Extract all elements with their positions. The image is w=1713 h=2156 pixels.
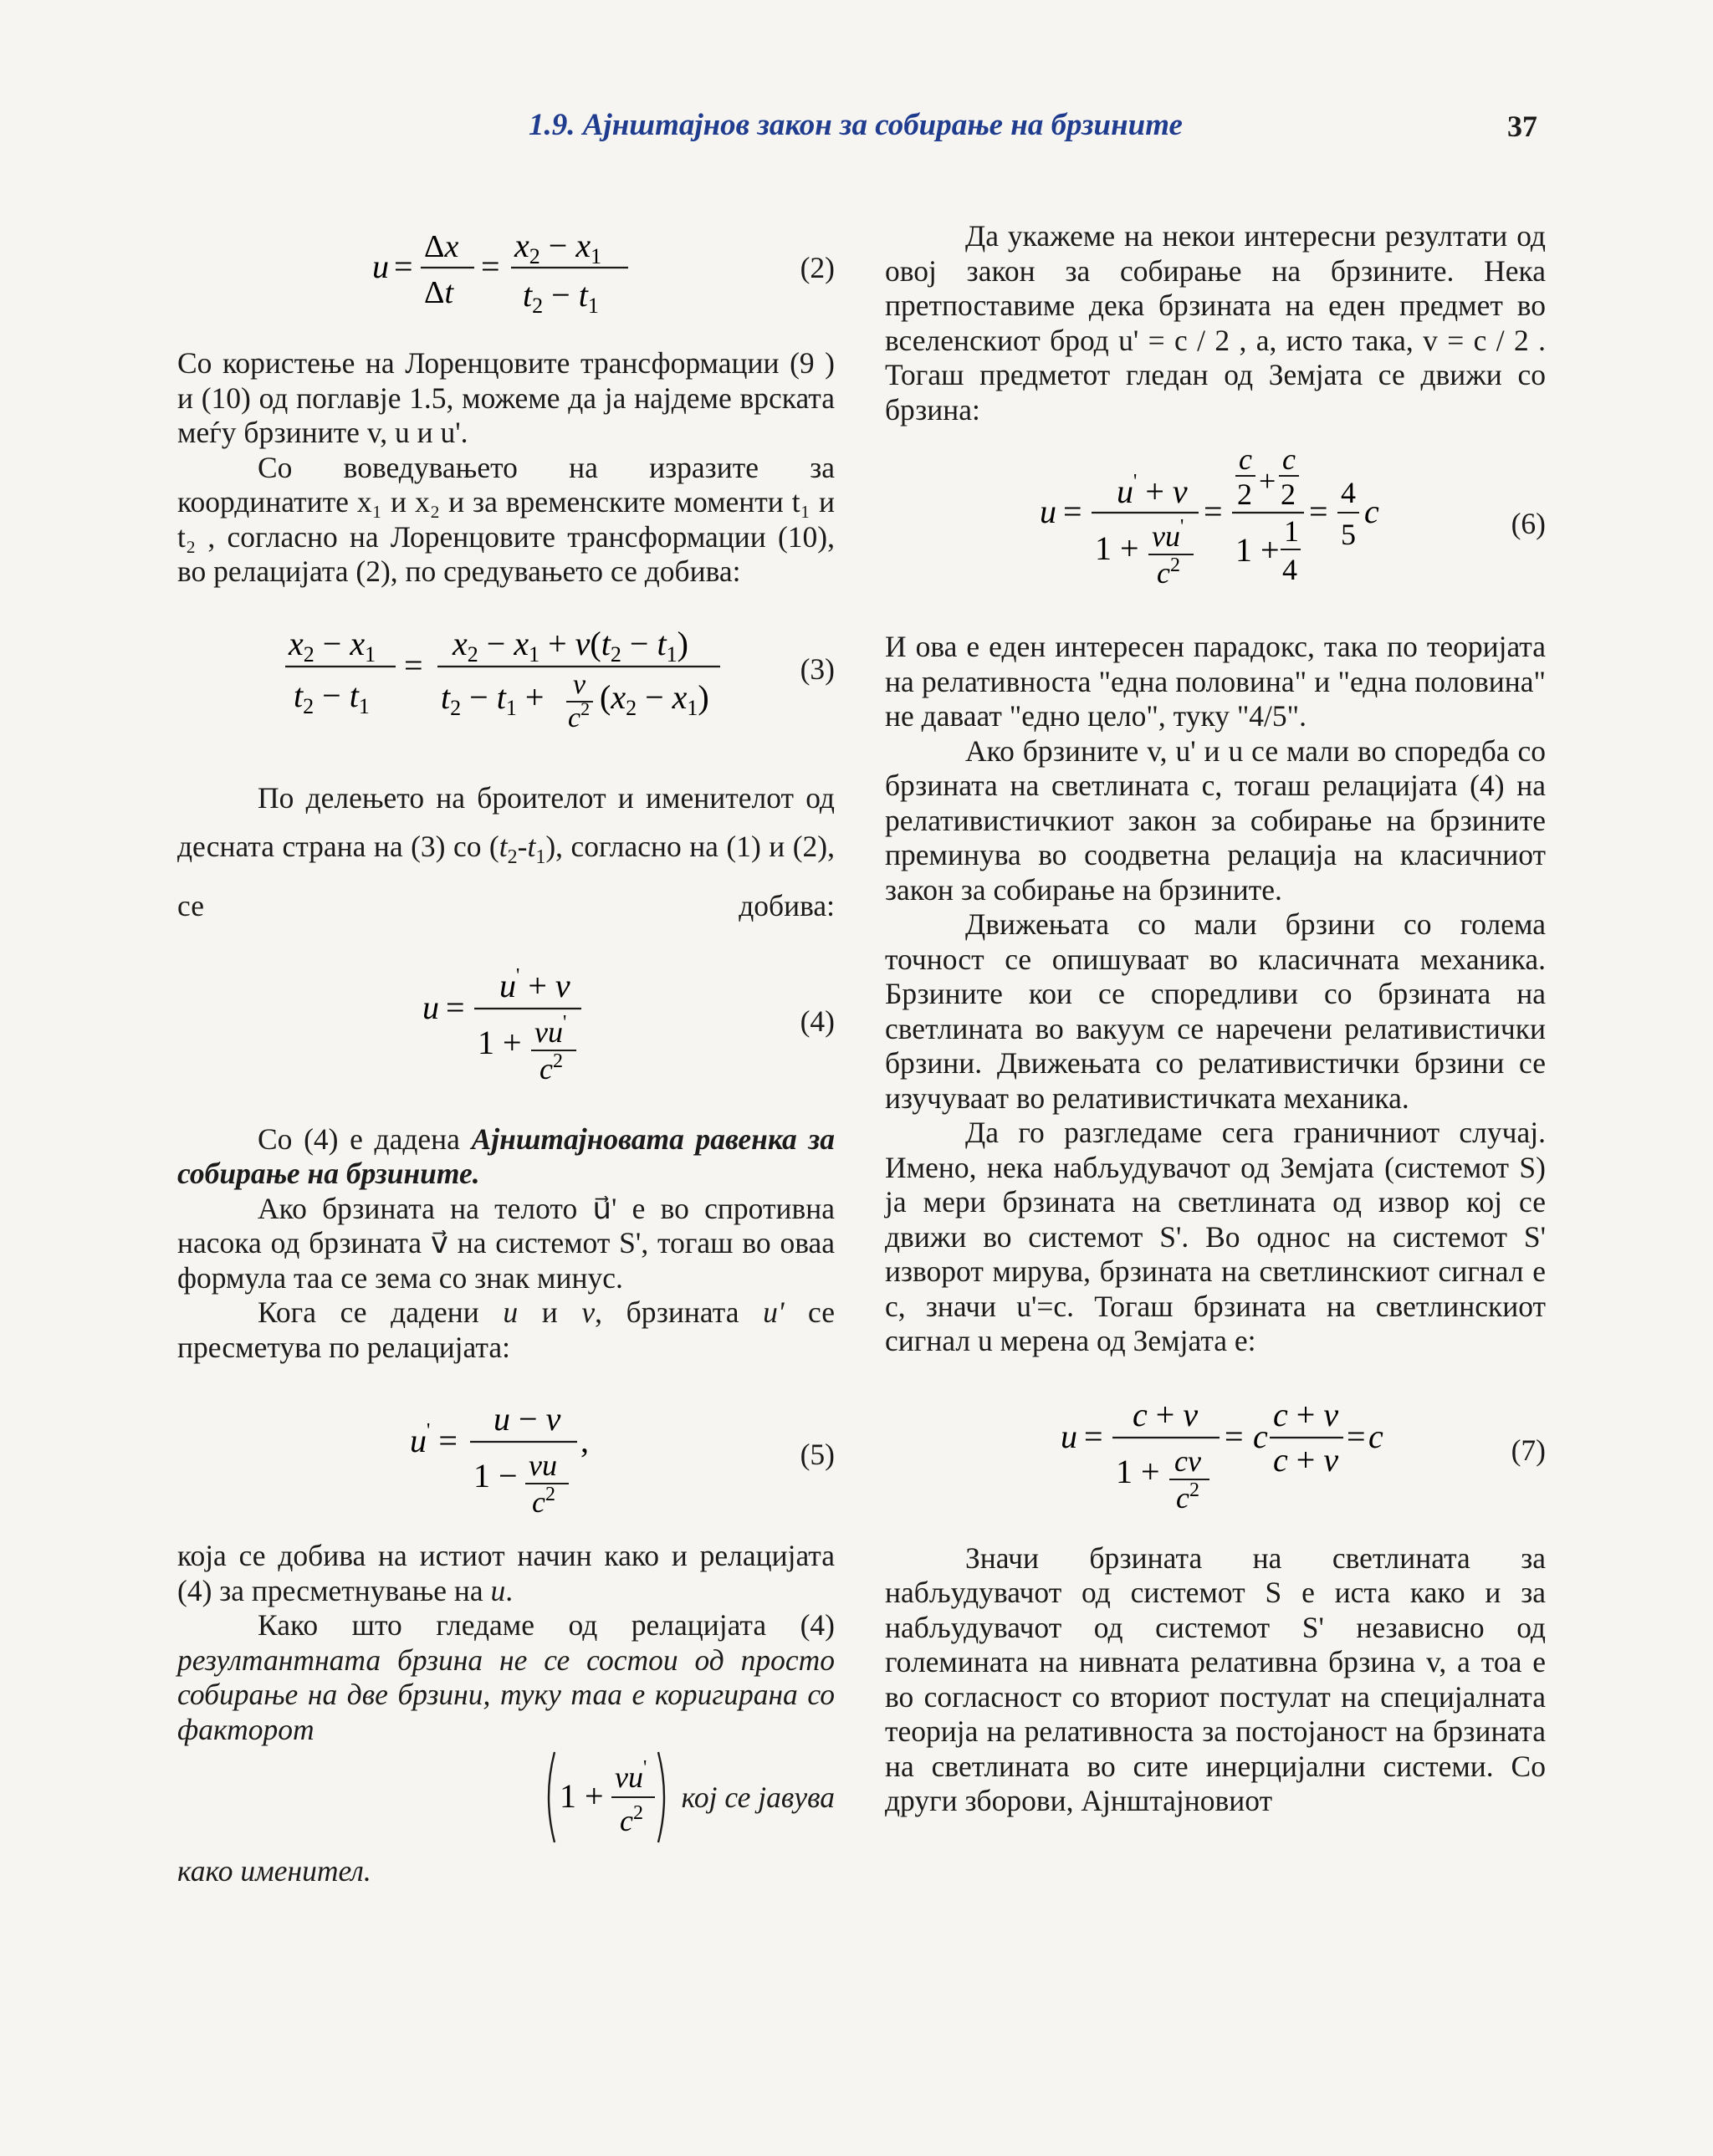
svg-text:c2: $c^2$ bbox=[619, 1802, 643, 1838]
svg-text:v: v bbox=[573, 668, 586, 700]
svg-text:(x2 − x1): $(x_2 - x_1)$ bbox=[600, 677, 709, 720]
svg-text:=: = bbox=[1347, 1417, 1366, 1455]
svg-text:c: c bbox=[1364, 493, 1379, 530]
svg-text:4: 4 bbox=[1282, 553, 1297, 586]
svg-text:2: 2 bbox=[1281, 478, 1296, 511]
svg-text:u: u bbox=[422, 988, 439, 1026]
svg-text:vu: vu bbox=[529, 1448, 557, 1483]
svg-text:=: = bbox=[1225, 1417, 1244, 1455]
right-paragraph-2: И ова е еден интересен парадокс, така по теоријата на релативноста "една половина" и "една половина" не даваат "едно цело", туку "4/5". bbox=[885, 630, 1546, 733]
svg-text:u' + v: u' + v bbox=[499, 964, 570, 1004]
svg-text:1 +: 1 + bbox=[559, 1777, 604, 1816]
left-paragraph-7 bbox=[177, 1539, 835, 1608]
left-paragraph-3-end: ), согласно на (1) и (2), се добива: bbox=[177, 829, 835, 922]
equation-6-number: (6) bbox=[1511, 507, 1546, 540]
page-number: 37 bbox=[1507, 110, 1537, 143]
right-paragraph-4: Движењата со мали брзини со голема точност се опишуваат во класичната механика. Брзините кои се споредливи со брзината на светлината во вакуум се наречени релативистички брзини. Движењата со релативистички брзини се изучуваат во релативистичката механика. bbox=[885, 907, 1546, 1115]
svg-text:u' =: u' = bbox=[410, 1420, 458, 1460]
svg-text:c2: $c^2$ bbox=[568, 697, 591, 733]
correction-factor-line-end: кој се јавува bbox=[681, 1780, 835, 1815]
left-paragraph-4 bbox=[177, 1122, 835, 1192]
svg-text:vu': vu' bbox=[1152, 516, 1184, 553]
equation-6-formula bbox=[1040, 442, 1391, 595]
right-column bbox=[885, 219, 1546, 1819]
svg-text:c: c bbox=[1253, 1417, 1268, 1455]
svg-text:u' + v: u' + v bbox=[1117, 471, 1188, 510]
left-paragraph-8 bbox=[177, 1608, 835, 1747]
svg-text:Δt: Δt bbox=[424, 275, 453, 310]
left-paragraph-4-start: Со (4) е дадена bbox=[258, 1121, 472, 1156]
svg-text:=: = bbox=[404, 646, 423, 684]
equation-5-formula bbox=[410, 1392, 602, 1520]
equation-7-number: (7) bbox=[1511, 1433, 1546, 1467]
svg-text:x2 − x1 + v(t2 − t1): $x_2 - x_1 + v(t_2 - t_1)$ bbox=[453, 624, 688, 667]
svg-text:u: u bbox=[372, 248, 389, 285]
equation-5-number: (5) bbox=[800, 1438, 835, 1472]
left-paragraph-6-u: u bbox=[503, 1295, 519, 1330]
svg-text:vu': vu' bbox=[534, 1011, 567, 1049]
equation-7-formula bbox=[1061, 1387, 1383, 1515]
svg-text:c2: $c^2$ bbox=[1157, 554, 1180, 590]
svg-text:t2 − t1: $t_2 - t_1$ bbox=[294, 676, 370, 718]
svg-text:1 +: 1 + bbox=[1235, 531, 1280, 569]
equation-4-number: (4) bbox=[800, 1004, 835, 1038]
svg-text:1 +: 1 + bbox=[478, 1023, 522, 1061]
equation-3 bbox=[177, 615, 835, 733]
svg-text:=: = bbox=[1204, 493, 1223, 530]
svg-text:u − v: u − v bbox=[493, 1400, 561, 1438]
svg-text:x2 − x1: $x_2 - x_1$ bbox=[514, 227, 602, 268]
svg-text:c: c bbox=[1282, 442, 1296, 476]
left-paragraph-3-start: По делењето на броителот и именителот од десната страна на (3) со ( bbox=[177, 780, 835, 863]
svg-text:c: c bbox=[1368, 1417, 1383, 1455]
right-paragraph-1: Да укажеме на некои интересни резултати од овој закон за собирање на брзините. Нека претпоставиме дека брзината на еден предмет во вселенскиот брод u' = c / 2 , а, исто така, v = c / 2 . Тогаш предметот гледан од Земјата се движи со брзина: bbox=[885, 219, 1546, 427]
svg-text:c + v: c + v bbox=[1273, 1395, 1339, 1433]
svg-text:5: 5 bbox=[1341, 518, 1356, 551]
left-paragraph-6-uprime: u' bbox=[763, 1295, 785, 1330]
svg-text:c2: $c^2$ bbox=[1176, 1479, 1199, 1515]
svg-text:Δx: Δx bbox=[424, 229, 459, 264]
left-paragraph-2: Со воведувањето на изразите за координатите x₁ и x₂ и за временските моменти t₁ и t₂ , согласно на Лоренцовите трансформации (10), во релацијата (2), по средувањето се добива: bbox=[177, 450, 835, 588]
left-paragraph-5: Ако брзината на телото u⃗' е во спротивна насока од брзината v⃗ на системот S', тогаш во оваа формула таа се зема со знак минус. bbox=[177, 1191, 835, 1295]
left-paragraph-1: Со користење на Лоренцовите трансформации (9 ) и (10) од поглавје 1.5, можеме да ја најдеме врската меѓу брзините v, u и u'. bbox=[177, 346, 835, 449]
left-paragraph-6 bbox=[177, 1295, 835, 1365]
svg-text:c + v: c + v bbox=[1133, 1395, 1199, 1433]
left-paragraph-6-b: и bbox=[518, 1295, 582, 1330]
svg-text:+: + bbox=[1259, 464, 1276, 498]
svg-text:c + v: c + v bbox=[1273, 1440, 1339, 1479]
einstein-equation-term: Ајнштајновата равенка за собирање на брзините. bbox=[177, 1121, 835, 1191]
right-paragraph-6: Значи брзината на светлината за набљудувачот од системот S е иста како и за набљудувачот од системот S' независно од големината на нивната релативна брзина v, а тоа е во согласност со вториот постулат на специјалната теорија на релативноста за постојаност на брзината на светлината во сите инерцијални системи. Со други зборови, Ајнштајновиот bbox=[885, 1540, 1546, 1817]
equation-4-formula bbox=[422, 958, 590, 1084]
svg-text:=: = bbox=[1309, 493, 1328, 530]
svg-text:4: 4 bbox=[1341, 476, 1356, 509]
svg-text:1 −: 1 − bbox=[473, 1457, 518, 1495]
equation-2 bbox=[177, 219, 835, 316]
svg-text:1 +: 1 + bbox=[1116, 1452, 1160, 1490]
svg-text:=: = bbox=[394, 248, 413, 285]
equation-7 bbox=[885, 1387, 1546, 1513]
left-column bbox=[177, 219, 835, 1889]
equation-3-number: (3) bbox=[800, 651, 835, 686]
running-header-title: 1.9. Ајнштајнов закон за собирање на брзините bbox=[529, 108, 1183, 142]
left-paragraph-7-u: u bbox=[490, 1573, 506, 1607]
correction-factor-line bbox=[177, 1747, 835, 1847]
left-paragraph-6-a: Кога се дадени bbox=[258, 1295, 504, 1330]
equation-2-number: (2) bbox=[800, 251, 835, 284]
equation-4 bbox=[177, 958, 835, 1084]
equation-5 bbox=[177, 1392, 835, 1520]
correction-factor-formula bbox=[543, 1747, 668, 1847]
left-paragraph-6-d: се пресметува по релацијата: bbox=[177, 1295, 836, 1364]
left-paragraph-8-end: како именител. bbox=[177, 1854, 371, 1888]
svg-text:u: u bbox=[1061, 1417, 1077, 1455]
svg-text:=: = bbox=[1063, 493, 1082, 530]
svg-text:c2: $c^2$ bbox=[539, 1050, 563, 1086]
left-paragraph-6-v: v bbox=[581, 1295, 596, 1330]
equation-6 bbox=[885, 442, 1546, 595]
svg-text:cv: cv bbox=[1174, 1443, 1201, 1478]
svg-text:=: = bbox=[1084, 1417, 1103, 1455]
left-paragraph-7-start: која се добива на истиот начин како и релацијата (4) за пресметнување на bbox=[177, 1539, 835, 1607]
left-paragraph-7-end: . bbox=[505, 1573, 514, 1607]
svg-text:c2: $c^2$ bbox=[532, 1484, 555, 1520]
resultant-velocity-statement: резултантната брзина не се состои од просто собирање на две брзини, туку таа е коригирана со факторот bbox=[177, 1643, 835, 1746]
inline-t2-minus-t1: $t_2-t_1$ bbox=[499, 829, 546, 868]
left-paragraph-3 bbox=[177, 774, 835, 930]
svg-text:vu': vu' bbox=[614, 1757, 647, 1795]
equation-3-formula bbox=[289, 615, 724, 733]
svg-text:1 +: 1 + bbox=[1095, 529, 1139, 567]
left-paragraph-8-start: Како што гледаме од релацијата (4) bbox=[258, 1608, 835, 1643]
svg-text:2: 2 bbox=[1237, 478, 1252, 511]
svg-text:=: = bbox=[446, 988, 465, 1026]
equation-2-formula bbox=[372, 219, 640, 316]
svg-text:c: c bbox=[1239, 442, 1252, 476]
svg-text:x2 − x1: $x_2 - x_1$ bbox=[289, 624, 376, 667]
svg-text:=: = bbox=[481, 248, 500, 285]
svg-text:1: 1 bbox=[1284, 514, 1299, 548]
right-paragraph-5: Да го разгледаме сега граничниот случај. Имено, нека набљудувачот од Земјата (системот S) ја мери брзината на светлината од извор кој се движи во системот S'. Во однос на системот S' изворот мирува, брзината на светлинскиот сигнал е c, значи u'=c. Тогаш брзината на светлинскиот сигнал u мерена од Земјата е: bbox=[885, 1116, 1546, 1357]
right-paragraph-3: Ако брзините v, u' и u се мали во споредба со брзината на светлината c, тогаш релацијата (4) на релативистичкиот закон за собирање на брзините преминува во соодветна релација на класичниот закон за собирање на брзините. bbox=[885, 733, 1546, 907]
svg-text:u: u bbox=[1040, 493, 1056, 530]
svg-text:t2 − t1 +: $t_2 - t_1$ + bbox=[441, 677, 545, 720]
left-paragraph-6-c: , брзината bbox=[595, 1295, 764, 1330]
svg-text:t2 − t1: $t_2 - t_1$ bbox=[523, 276, 599, 318]
svg-text:,: , bbox=[580, 1422, 589, 1460]
